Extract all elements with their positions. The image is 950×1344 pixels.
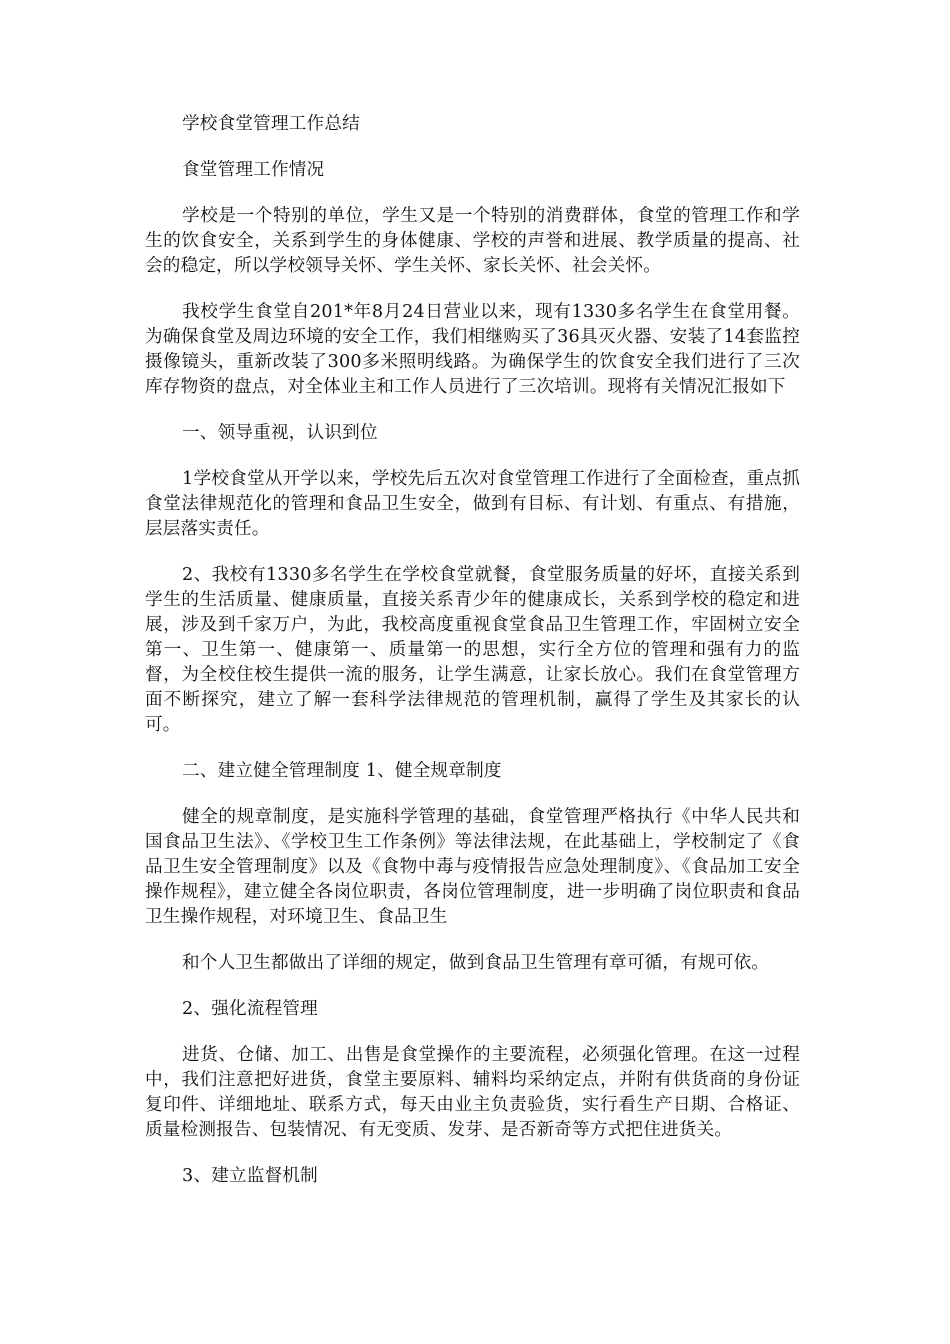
paragraph-process-management: 进货、仓储、加工、出售是食堂操作的主要流程，必须强化管理。在这一过程中，我们注意把好进货，食堂主要原料、辅料均采纳定点，并附有供货商的身份证复印件、详细地址、联系方式，每天由业主负责验货，实行看生产日期、合格证、质量检测报告、包装情况、有无变质、发芽、是否新奇等方式把住进货关。 [145,1045,800,1140]
section-heading-process: 2、强化流程管理 [182,999,318,1019]
document-title: 学校食堂管理工作总结 [182,114,360,134]
document-body [145,112,800,1210]
paragraph-intro: 学校是一个特别的单位，学生又是一个特别的消费群体，食堂的管理工作和学生的饮食安全，关系到学生的身体健康、学校的声誉和进展、教学质量的提高、社会的稳定，所以学校领导关怀、学生关怀、家长关怀、社会关怀。 [145,206,800,276]
paragraph-hygiene-rules: 和个人卫生都做出了详细的规定，做到食品卫生管理有章可循，有规可依。 [182,953,770,973]
paragraph-service-quality: 2、我校有1330多名学生在学校食堂就餐，食堂服务质量的好坏，直接关系到学生的生活质量、健康质量，直接关系青少年的健康成长，关系到学校的稳定和进展，涉及到千家万户，为此，我校高度重视食堂食品卫生管理工作，牢固树立安全第一、卫生第一、健康第一、质量第一的思想，实行全方位的管理和强有力的监督，为全校住校生提供一流的服务，让学生满意，让家长放心。我们在食堂管理方面不断探究，建立了解一套科学法律规范的管理机制，赢得了学生及其家长的认可。 [145,565,800,735]
paragraph-inspections: 1学校食堂从开学以来，学校先后五次对食堂管理工作进行了全面检查，重点抓食堂法律规范化的管理和食品卫生安全，做到有目标、有计划、有重点、有措施，层层落实责任。 [145,469,800,539]
section-heading-supervision: 3、建立监督机制 [182,1166,318,1186]
section-heading-management-system: 二、建立健全管理制度 1、健全规章制度 [182,761,502,781]
section-heading-leadership: 一、领导重视，认识到位 [182,423,378,443]
paragraph-canteen-background: 我校学生食堂自201*年8月24日营业以来，现有1330多名学生在食堂用餐。为确保食堂及周边环境的安全工作，我们相继购买了36具灭火器、安装了14套监控摄像镜头，重新改装了300多米照明线路。为确保学生的饮食安全我们进行了三次库存物资的盘点，对全体业主和工作人员进行了三次培训。现将有关情况汇报如下 [145,302,800,397]
paragraph-regulations: 健全的规章制度，是实施科学管理的基础，食堂管理严格执行《中华人民共和国食品卫生法》、《学校卫生工作条例》等法律法规，在此基础上，学校制定了《食品卫生安全管理制度》以及《食物中毒与疫情报告应急处理制度》、《食品加工安全操作规程》，建立健全各岗位职责，各岗位管理制度，进一步明确了岗位职责和食品卫生操作规程，对环境卫生、食品卫生 [145,807,800,927]
section-heading-overview: 食堂管理工作情况 [182,160,325,180]
